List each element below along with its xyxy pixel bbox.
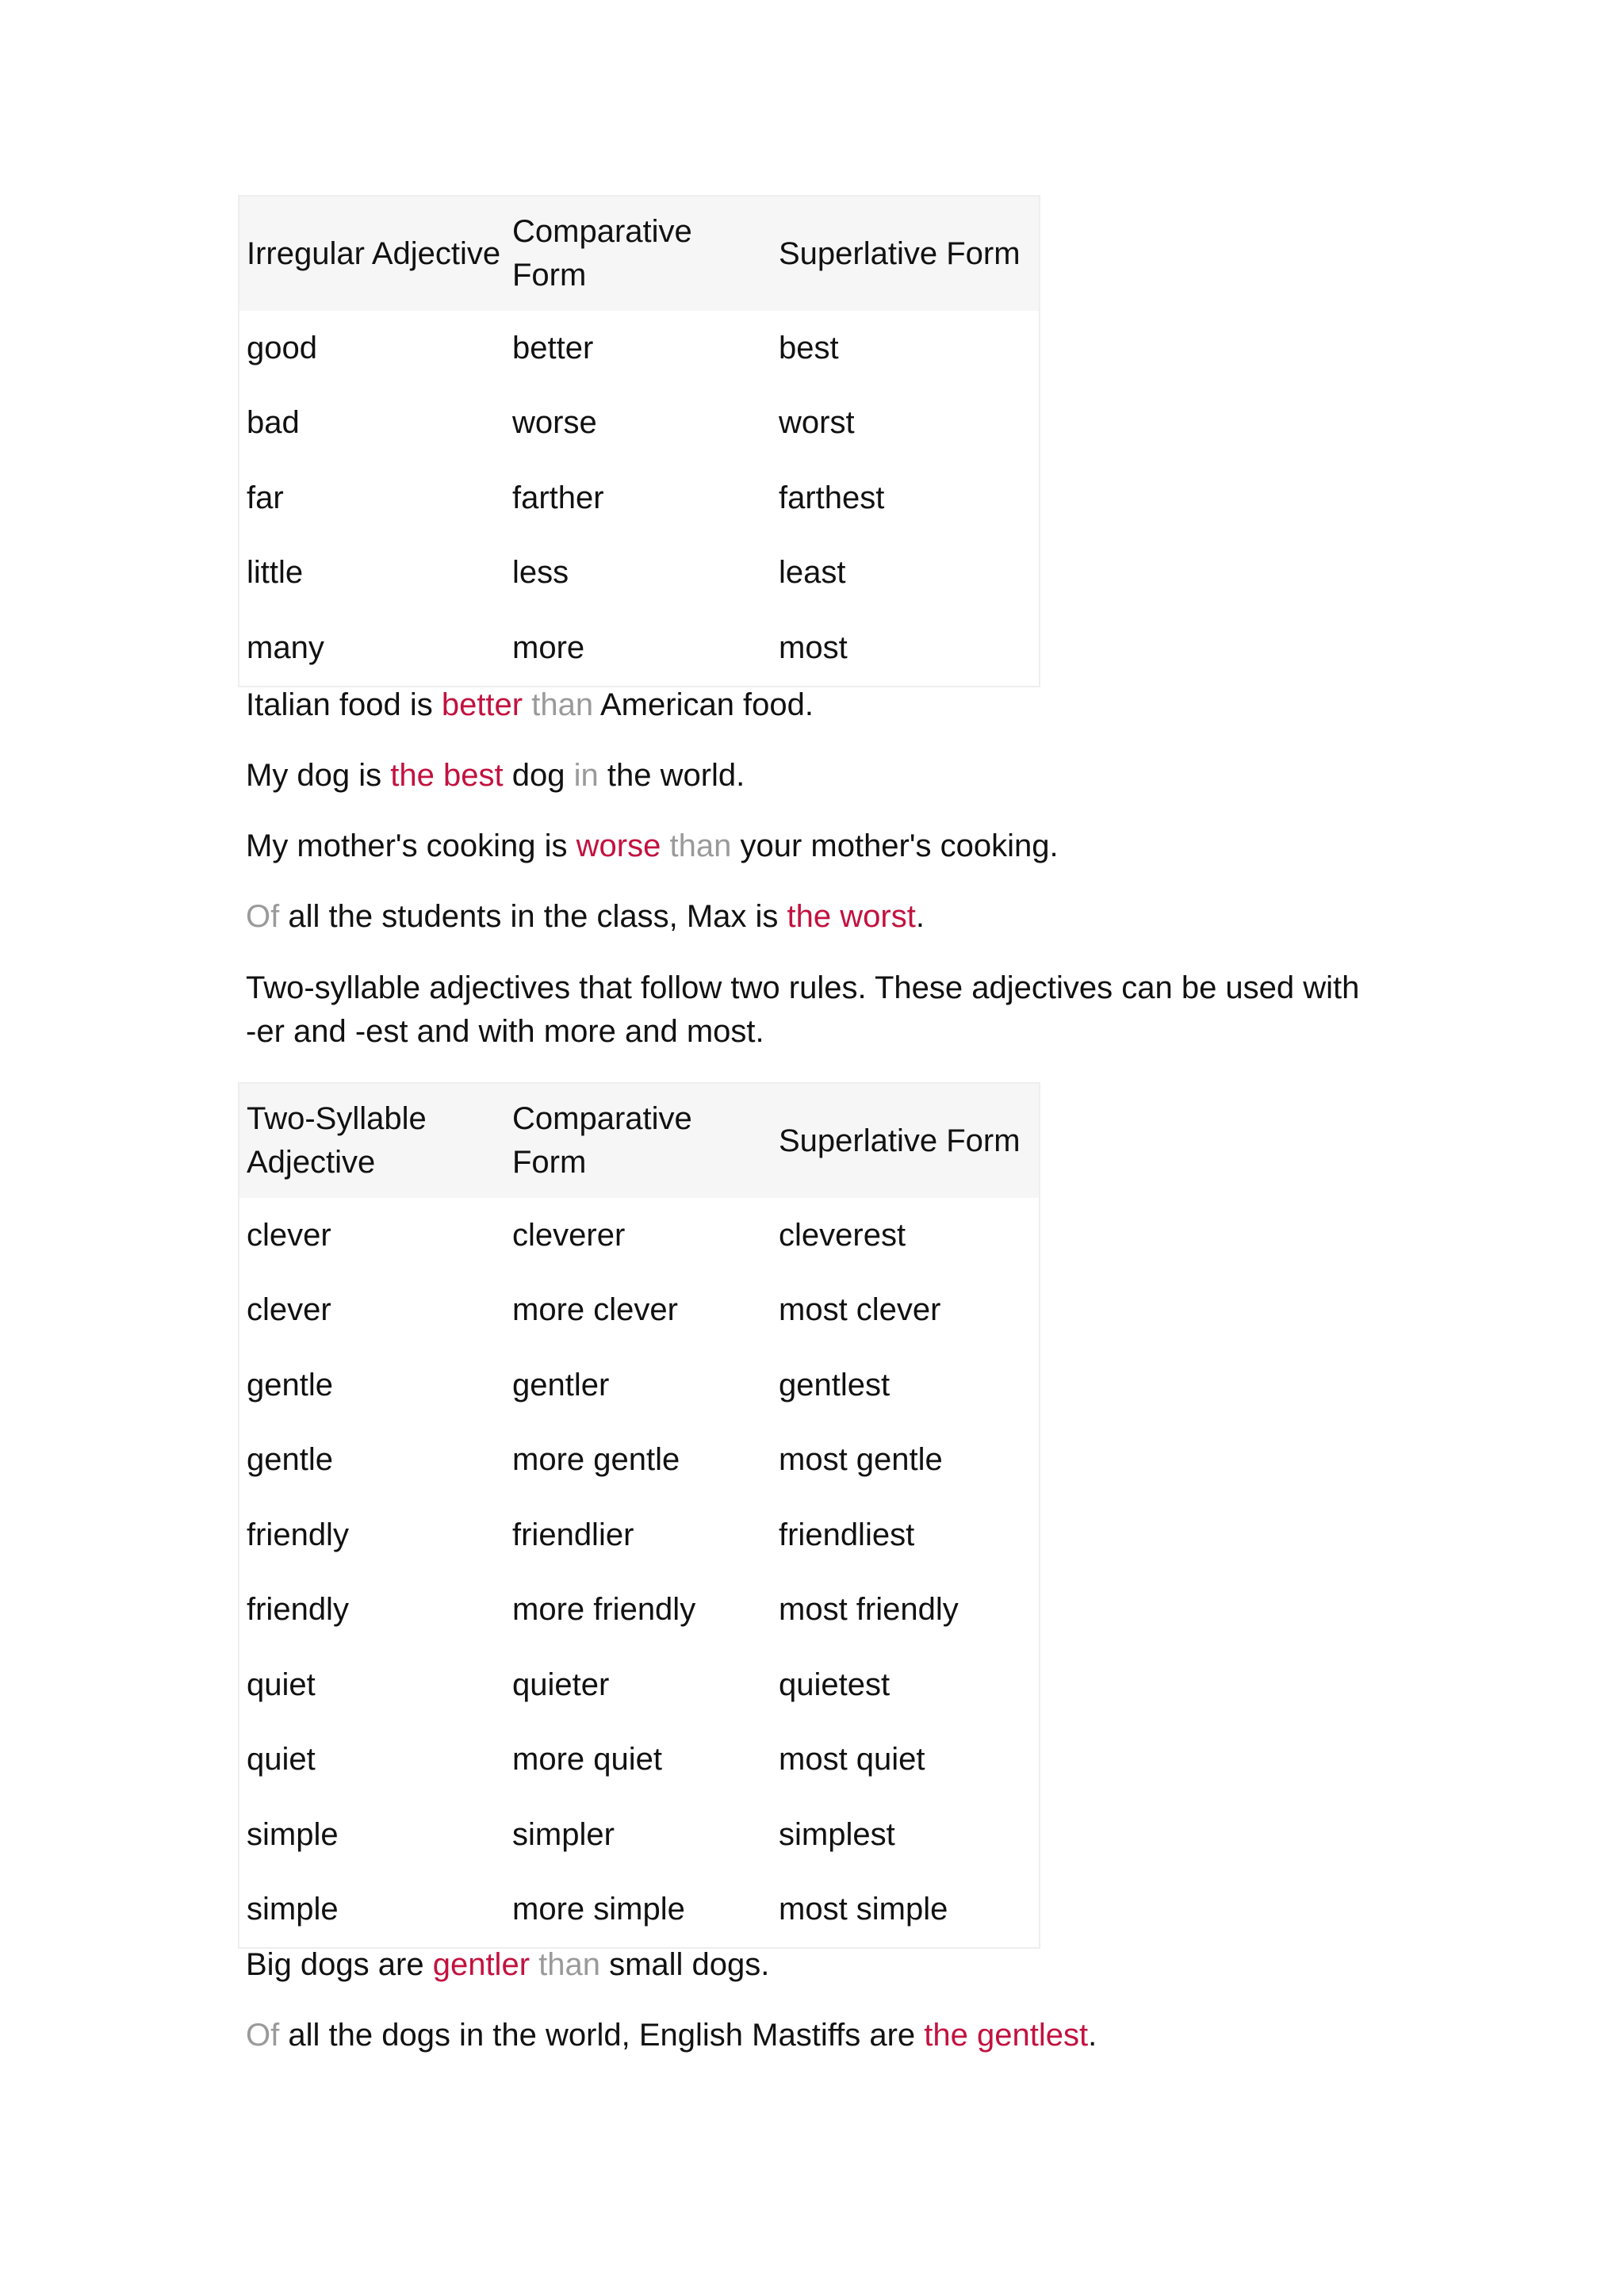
table-cell: friendlier xyxy=(512,1517,634,1552)
table-cell: cleverest xyxy=(779,1217,906,1253)
table-row xyxy=(239,610,1040,687)
two-syllable-adjectives-table xyxy=(238,1082,1040,1949)
table-cell: cleverer xyxy=(512,1217,626,1253)
table-cell: best xyxy=(779,330,839,365)
table-cell: better xyxy=(512,330,594,365)
table-cell: simpler xyxy=(512,1816,615,1852)
sentence-text: all the dogs in the world, English Mastiffs are xyxy=(279,2018,925,2053)
muted-word: Of xyxy=(246,899,280,934)
muted-word: Of xyxy=(246,2018,280,2053)
sentence-text: Italian food is xyxy=(246,687,442,722)
table-cell: quiet xyxy=(247,1667,316,1702)
highlighted-word: worse xyxy=(576,828,661,863)
muted-word: than xyxy=(661,828,732,863)
sentence-text: My mother's cooking is xyxy=(246,828,576,863)
table-cell: most gentle xyxy=(779,1442,943,1478)
table-row xyxy=(239,386,1040,461)
table-row xyxy=(239,1797,1040,1873)
table-cell: more xyxy=(512,629,585,665)
muted-word: than xyxy=(523,687,594,722)
table-row xyxy=(239,1423,1040,1498)
table-cell: good xyxy=(247,330,317,365)
sentence-text: Big dogs are xyxy=(246,1947,433,1982)
table-row xyxy=(239,1348,1040,1423)
table-cell: gentler xyxy=(512,1367,610,1402)
table-cell: simple xyxy=(247,1816,339,1852)
muted-word: in xyxy=(573,758,599,793)
sentence-text: . xyxy=(915,899,925,934)
table-cell: farthest xyxy=(779,480,885,515)
column-header: Irregular Adjective xyxy=(239,196,505,311)
highlighted-word: the worst xyxy=(787,899,916,934)
table-cell: worse xyxy=(512,405,597,441)
intro-paragraph: Two-syllable adjectives that follow two rules. These adjectives can be used with -er and -est and with more and most. xyxy=(246,970,1360,1049)
table-cell: more gentle xyxy=(512,1442,680,1478)
table-cell: most xyxy=(779,629,848,665)
sentence-text: American food. xyxy=(593,687,814,722)
table-cell: most simple xyxy=(779,1892,948,1927)
table-cell: simple xyxy=(247,1892,339,1927)
table-row xyxy=(239,461,1040,536)
table-cell: more clever xyxy=(512,1292,678,1328)
table-cell: most friendly xyxy=(779,1592,959,1628)
example-sentence xyxy=(246,1943,1372,1987)
table-header-row xyxy=(239,1083,1040,1198)
table-cell: most quiet xyxy=(779,1742,925,1777)
table-cell: gentle xyxy=(247,1367,333,1402)
table-cell: many xyxy=(247,629,324,665)
column-header: Two-Syllable Adjective xyxy=(239,1083,505,1198)
table-cell: friendly xyxy=(247,1592,349,1628)
table-cell: least xyxy=(779,555,846,591)
table-row xyxy=(239,1873,1040,1949)
table-row xyxy=(239,1573,1040,1648)
column-header: Comparative Form xyxy=(505,1083,772,1198)
example-sentence xyxy=(246,825,1372,868)
example-sentence xyxy=(246,895,1372,939)
table-cell: farther xyxy=(512,480,604,515)
sentence-text: . xyxy=(1088,2018,1097,2053)
table-row xyxy=(239,1273,1040,1349)
irregular-adjectives-table xyxy=(238,195,1040,687)
table-cell: bad xyxy=(247,405,300,441)
muted-word: than xyxy=(530,1947,600,1982)
sentence-text: the world. xyxy=(598,758,745,793)
table-cell: gentle xyxy=(247,1442,333,1478)
column-header: Comparative Form xyxy=(505,196,772,311)
table-cell: simplest xyxy=(779,1816,895,1852)
table-row xyxy=(239,311,1040,386)
table-cell: more simple xyxy=(512,1892,685,1927)
highlighted-word: better xyxy=(441,687,523,722)
table-cell: clever xyxy=(247,1292,331,1328)
table-cell: less xyxy=(512,555,569,591)
table-cell: quiet xyxy=(247,1742,316,1777)
table-cell: quieter xyxy=(512,1667,610,1702)
column-header: Superlative Form xyxy=(772,1083,1040,1198)
table-cell: far xyxy=(247,480,284,515)
table-row xyxy=(239,1723,1040,1798)
table-cell: gentlest xyxy=(779,1367,891,1402)
table-cell: friendly xyxy=(247,1517,349,1552)
table-cell: more friendly xyxy=(512,1592,696,1628)
table-cell: little xyxy=(247,555,304,591)
table-cell: worst xyxy=(779,405,855,441)
table-row xyxy=(239,1198,1040,1273)
table-cell: most clever xyxy=(779,1292,941,1328)
sentence-text: your mother's cooking. xyxy=(731,828,1059,863)
sentence-text: My dog is xyxy=(246,758,391,793)
table-cell: quietest xyxy=(779,1667,891,1702)
table-cell: friendliest xyxy=(779,1517,915,1552)
example-sentence xyxy=(246,2014,1372,2057)
sentence-text: dog xyxy=(503,758,574,793)
highlighted-word: the best xyxy=(390,758,504,793)
table-row xyxy=(239,1498,1040,1573)
table-cell: more quiet xyxy=(512,1742,662,1777)
highlighted-word: gentler xyxy=(432,1947,530,1982)
table-header-row xyxy=(239,196,1040,311)
example-sentence xyxy=(246,683,1372,727)
highlighted-word: the gentlest xyxy=(924,2018,1089,2053)
table-row xyxy=(239,1647,1040,1723)
example-sentence xyxy=(246,754,1372,798)
table-cell: clever xyxy=(247,1217,331,1253)
table-row xyxy=(239,536,1040,611)
sentence-text: small dogs. xyxy=(599,1947,770,1982)
column-header: Superlative Form xyxy=(772,196,1040,311)
sentence-text: all the students in the class, Max is xyxy=(279,899,787,934)
